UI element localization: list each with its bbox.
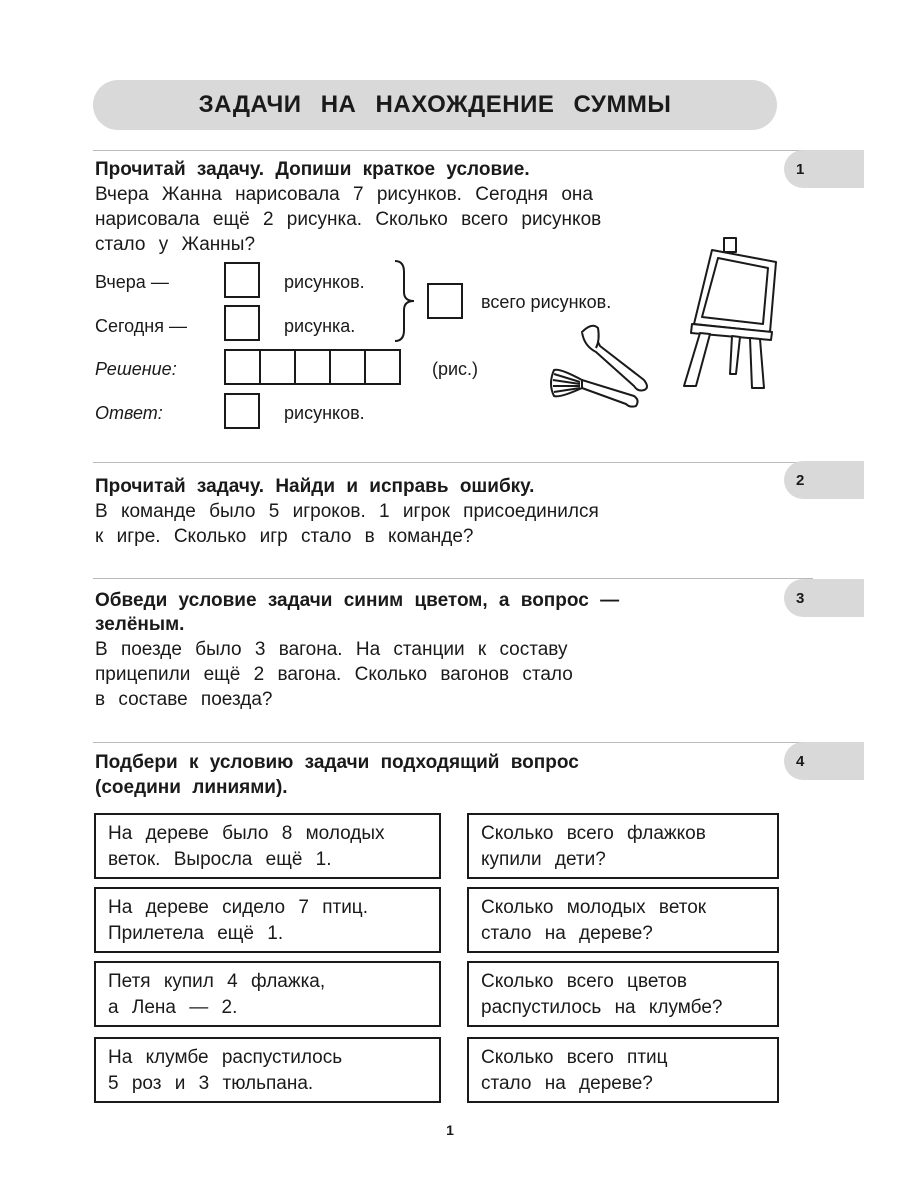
task-text-line: Вчера Жанна нарисовала 7 рисунков. Сегодня она xyxy=(95,184,593,205)
solution-cell[interactable] xyxy=(224,349,261,385)
page-title: ЗАДАЧИ НА НАХОЖДЕНИЕ СУММЫ xyxy=(93,80,777,130)
condition-box[interactable] xyxy=(94,961,441,1027)
question-line: распустилось на клумбе? xyxy=(481,997,723,1018)
solution-cell[interactable] xyxy=(294,349,331,385)
question-line: Сколько всего цветов xyxy=(481,971,687,992)
solution-label: Решение: xyxy=(95,359,177,379)
solution-grid[interactable] xyxy=(224,349,399,385)
scheme-label-today: Сегодня — xyxy=(95,316,187,336)
divider xyxy=(93,462,813,463)
question-line: Сколько всего птиц xyxy=(481,1047,668,1068)
scheme-unit: рисунков. xyxy=(284,403,365,423)
question-box[interactable] xyxy=(467,961,779,1027)
task-heading: зелёным. xyxy=(95,614,185,635)
scheme-label-yesterday: Вчера — xyxy=(95,272,169,292)
question-box[interactable] xyxy=(467,887,779,953)
condition-line: На дереве было 8 молодых xyxy=(108,823,385,844)
answer-square[interactable] xyxy=(427,283,463,319)
divider xyxy=(93,150,813,151)
scheme-unit: всего рисунков. xyxy=(481,292,612,312)
question-line: Сколько молодых веток xyxy=(481,897,707,918)
task-heading: Обведи условие задачи синим цветом, а вопрос — xyxy=(95,590,620,611)
task-number-tab: 4 xyxy=(784,742,864,780)
condition-box[interactable] xyxy=(94,1037,441,1103)
condition-box[interactable] xyxy=(94,887,441,953)
solution-unit: (рис.) xyxy=(432,359,479,379)
divider xyxy=(93,742,813,743)
brushes-icon xyxy=(540,318,656,410)
easel-icon xyxy=(672,236,792,394)
task-text-line: В поезде было 3 вагона. На станции к составу xyxy=(95,639,568,660)
solution-cell[interactable] xyxy=(364,349,401,385)
condition-line: Петя купил 4 флажка, xyxy=(108,971,326,992)
answer-square[interactable] xyxy=(224,305,260,341)
scheme-unit: рисунков. xyxy=(284,272,365,292)
answer-square[interactable] xyxy=(224,393,260,429)
divider xyxy=(93,578,813,579)
condition-line: Прилетела ещё 1. xyxy=(108,923,284,944)
task-number-tab: 1 xyxy=(784,150,864,188)
condition-line: а Лена — 2. xyxy=(108,997,238,1018)
scheme-unit: рисунка. xyxy=(284,316,356,336)
curly-brace-icon xyxy=(392,258,418,344)
solution-cell[interactable] xyxy=(259,349,296,385)
task-number-tab: 3 xyxy=(784,579,864,617)
condition-line: веток. Выросла ещё 1. xyxy=(108,849,332,870)
condition-line: На дереве сидело 7 птиц. xyxy=(108,897,368,918)
task-text-line: В команде было 5 игроков. 1 игрок присоединился xyxy=(95,501,599,522)
task-text-line: нарисовала ещё 2 рисунка. Сколько всего рисунков xyxy=(95,209,602,230)
question-box[interactable] xyxy=(467,813,779,879)
task-heading: Прочитай задачу. Найди и исправь ошибку. xyxy=(95,476,535,497)
task-heading: Подбери к условию задачи подходящий вопрос xyxy=(95,752,579,773)
task-text-line: к игре. Сколько игр стало в команде? xyxy=(95,526,474,547)
solution-cell[interactable] xyxy=(329,349,366,385)
question-line: купили дети? xyxy=(481,849,606,870)
question-box[interactable] xyxy=(467,1037,779,1103)
question-line: стало на дереве? xyxy=(481,1073,653,1094)
task-heading: (соедини линиями). xyxy=(95,777,288,798)
question-line: Сколько всего флажков xyxy=(481,823,706,844)
task-text-line: в составе поезда? xyxy=(95,689,273,710)
condition-line: На клумбе распустилось xyxy=(108,1047,343,1068)
condition-box[interactable] xyxy=(94,813,441,879)
page-number: 1 xyxy=(446,1122,454,1138)
task-number-tab: 2 xyxy=(784,461,864,499)
task-text-line: стало у Жанны? xyxy=(95,234,256,255)
answer-square[interactable] xyxy=(224,262,260,298)
condition-line: 5 роз и 3 тюльпана. xyxy=(108,1073,314,1094)
question-line: стало на дереве? xyxy=(481,923,653,944)
answer-label: Ответ: xyxy=(95,403,163,423)
task-heading: Прочитай задачу. Допиши краткое условие. xyxy=(95,159,530,180)
task-text-line: прицепили ещё 2 вагона. Сколько вагонов стало xyxy=(95,664,573,685)
